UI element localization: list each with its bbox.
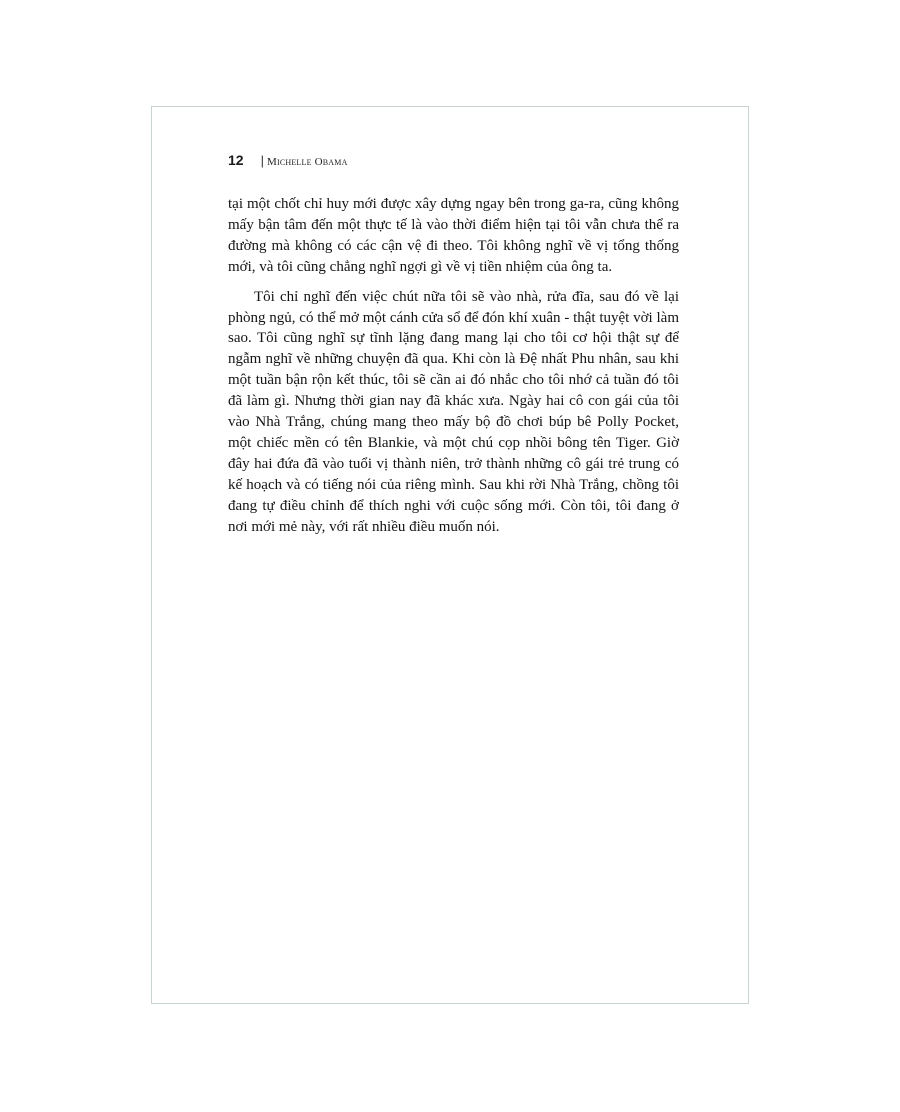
paragraph-1: tại một chốt chỉ huy mới được xây dựng ngay bên trong ga-ra, cũng không mấy bận tâm đến một thực tế là vào thời điểm hiện tại tôi vẫn chưa thể ra đường mà không có các cận vệ đi theo. Tôi không nghĩ về vị tổng thống mới, và tôi cũng chẳng nghĩ ngợi gì về vị tiền nhiệm của ông ta.: [228, 196, 679, 275]
body-text: [228, 194, 679, 538]
page-number: 12: [228, 152, 244, 168]
paragraph-2: Tôi chỉ nghĩ đến việc chút nữa tôi sẽ vào nhà, rửa đĩa, sau đó về lại phòng ngủ, có thể mở một cánh cửa sổ để đón khí xuân - thật tuyệt vời làm sao. Tôi cũng nghĩ sự tĩnh lặng đang mang lại cho tôi cơ hội thật sự để ngẫm nghĩ về những chuyện đã qua. Khi còn là Đệ nhất Phu nhân, sau khi một tuần bận rộn kết thúc, tôi sẽ cần ai đó nhắc cho tôi nhớ cả tuần đó tôi đã làm gì. Nhưng thời gian nay đã khác xưa. Ngày hai cô con gái của tôi vào Nhà Trắng, chúng mang theo mấy bộ đồ chơi búp bê Polly Pocket, một chiếc mền có tên Blankie, và một chú cọp nhồi bông tên Tiger. Giờ đây hai đứa đã vào tuổi vị thành niên, trở thành những cô gái trẻ trung có kế hoạch và có tiếng nói của riêng mình. Sau khi rời Nhà Trắng, chồng tôi đang tự điều chỉnh để thích nghi với cuộc sống mới. Còn tôi, tôi đang ở nơi mới mẻ này, với rất nhiều điều muốn nói.: [228, 288, 679, 535]
header-separator: |: [260, 153, 264, 168]
header-author: Michelle Obama: [266, 156, 348, 168]
running-header: [228, 152, 348, 168]
book-page: [151, 106, 749, 1004]
